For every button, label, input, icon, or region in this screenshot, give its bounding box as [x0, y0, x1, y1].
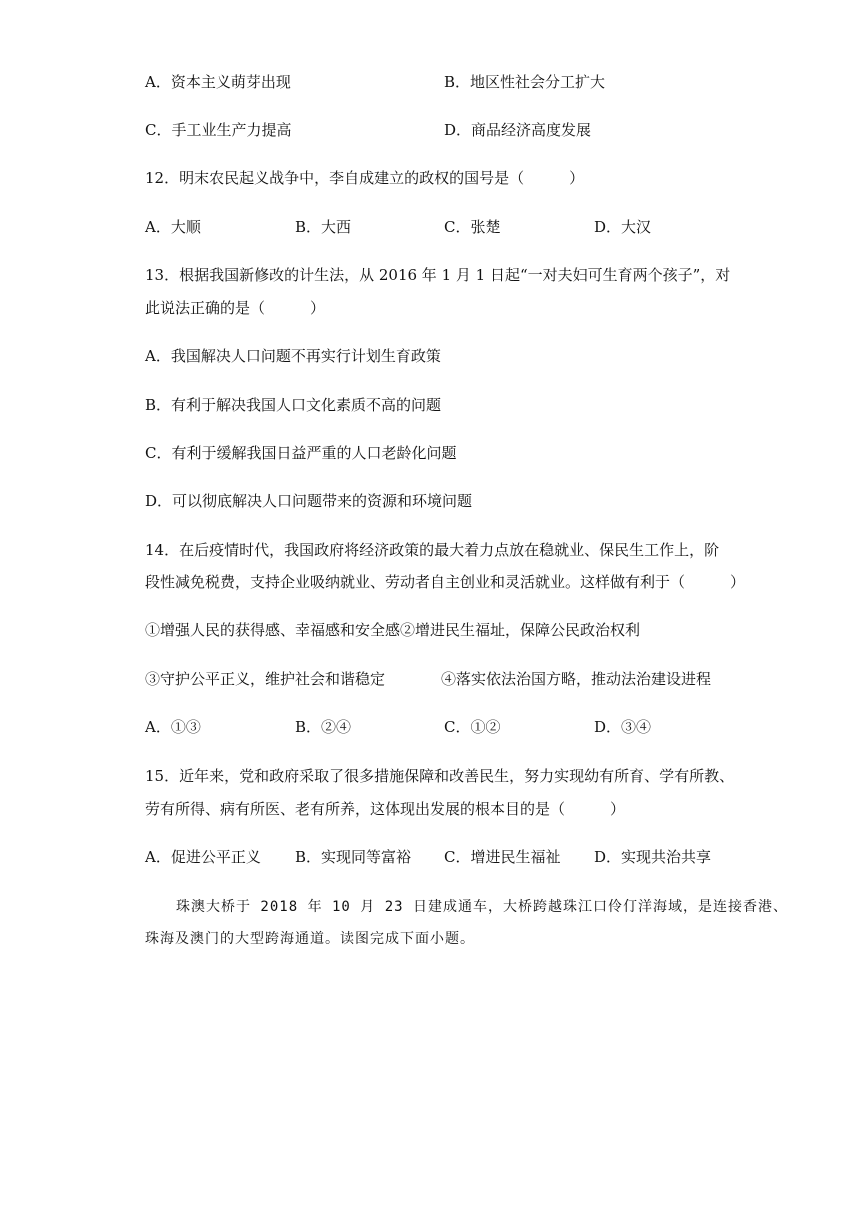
- q13-option-a: A．我国解决人口问题不再实行计划生育政策: [145, 347, 441, 365]
- q13-stem-line1: 13．根据我国新修改的计生法，从 2016 年 1 月 1 日起“一对夫妇可生育两个孩子”，对: [145, 266, 731, 284]
- q14-stem-line2: 段性减免税费，支持企业吸纳就业、劳动者自主创业和灵活就业。这样做有利于（ ）: [145, 573, 746, 591]
- passage-line2: 珠海及澳门的大型跨海通道。读图完成下面小题。: [145, 931, 475, 947]
- q13-option-b: B．有利于解决我国人口文化素质不高的问题: [145, 396, 442, 414]
- q11-option-b: B．地区性社会分工扩大: [444, 73, 606, 91]
- q15-option-b: B．实现同等富裕: [295, 848, 412, 866]
- q15-option-a: A．促进公平正义: [145, 848, 261, 866]
- q13-stem-line2: 此说法正确的是（ ）: [145, 299, 326, 317]
- q11-option-c: C．手工业生产力提高: [145, 121, 292, 139]
- q14-stem-line1: 14．在后疫情时代，我国政府将经济政策的最大着力点放在稳就业、保民生工作上，阶: [145, 541, 720, 559]
- q15-option-d: D．实现共治共享: [594, 848, 712, 866]
- q15-option-c: C．增进民生福祉: [444, 848, 561, 866]
- q11-option-d: D．商品经济高度发展: [444, 121, 592, 139]
- q12-option-c: C．张楚: [444, 218, 501, 236]
- q14-item-4: ④落实依法治国方略，推动法治建设进程: [441, 670, 712, 688]
- q15-stem-line1: 15．近年来，党和政府采取了很多措施保障和改善民生，努力实现幼有所育、学有所教、: [145, 767, 735, 785]
- q13-option-d: D．可以彻底解决人口问题带来的资源和环境问题: [145, 492, 473, 510]
- q12-option-a: A．大顺: [145, 218, 201, 236]
- q13-option-c: C．有利于缓解我国日益严重的人口老龄化问题: [145, 444, 457, 462]
- q12-option-d: D．大汉: [594, 218, 652, 236]
- q14-item-3: ③守护公平正义，维护社会和谐稳定: [145, 670, 386, 688]
- q14-option-b: B．②④: [295, 718, 352, 736]
- q14-option-a: A．①③: [145, 718, 201, 736]
- q15-stem-line2: 劳有所得、病有所医、老有所养，这体现出发展的根本目的是（ ）: [145, 800, 626, 818]
- q11-option-a: A．资本主义萌芽出现: [145, 73, 291, 91]
- passage-line1: 珠澳大桥于 2018 年 10 月 23 日建成通车，大桥跨越珠江口伶仃洋海域，是连接香港、: [176, 899, 788, 915]
- q14-option-c: C．①②: [444, 718, 501, 736]
- q12-option-b: B．大西: [295, 218, 352, 236]
- q14-items-1-2: ①增强人民的获得感、幸福感和安全感②增进民生福址，保障公民政治权利: [145, 621, 641, 639]
- q12-stem: 12．明末农民起义战争中，李自成建立的政权的国号是（ ）: [145, 169, 585, 187]
- q14-option-d: D．③④: [594, 718, 652, 736]
